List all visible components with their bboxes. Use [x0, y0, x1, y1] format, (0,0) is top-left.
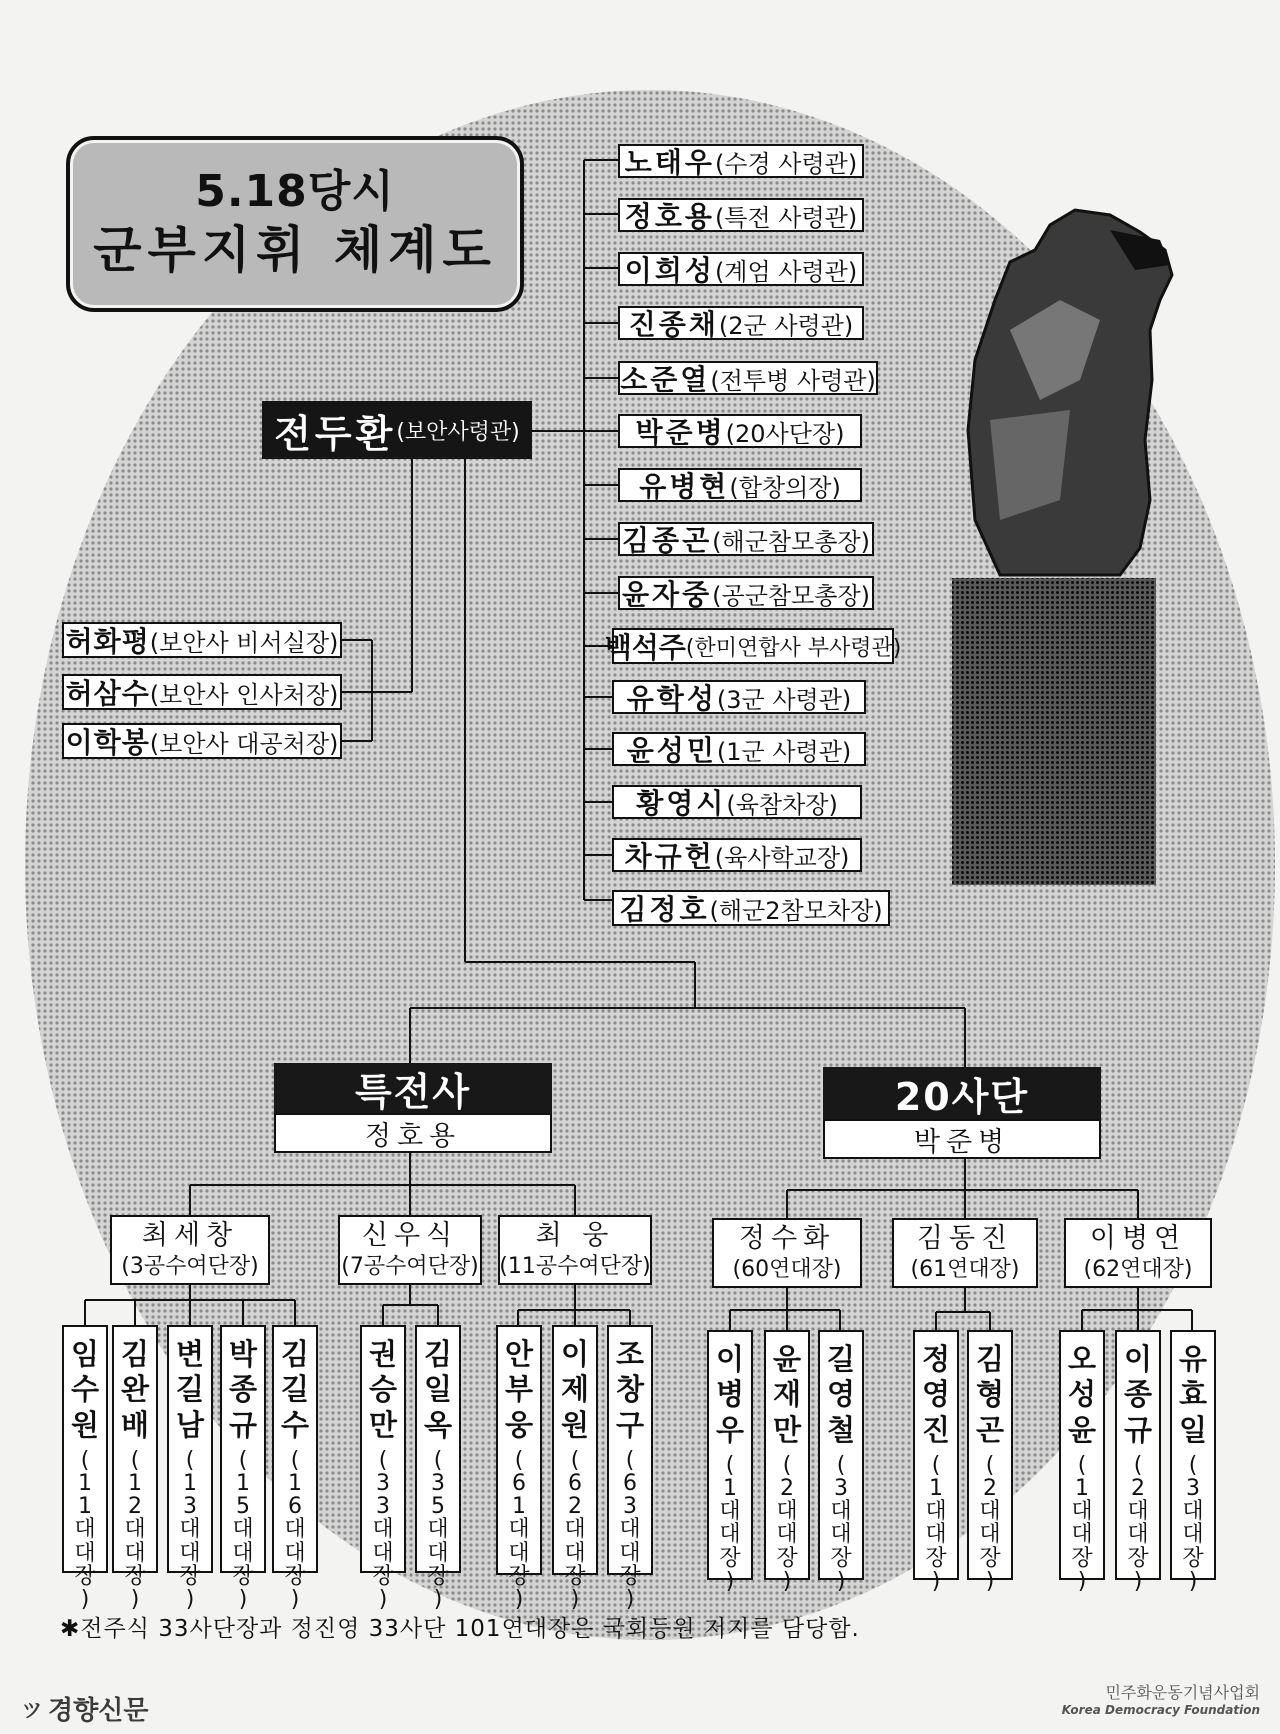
commander-role: (합창의장): [729, 473, 841, 502]
commander-box: [612, 890, 890, 926]
battalion-box: [1059, 1330, 1105, 1594]
battalion-role: ( 2 대 대 장 ): [776, 1453, 798, 1594]
battalion-box: [167, 1325, 213, 1612]
commander-box: [618, 198, 864, 232]
commander-name: 이희성: [624, 254, 715, 287]
battalion-box: [707, 1330, 753, 1594]
chart-title-box: [66, 136, 524, 312]
brigade-role: (61연대장): [910, 1257, 1020, 1283]
battalion-role: ( 3 대 대 장 ): [1182, 1453, 1204, 1594]
battalion-name: 조 창 구: [615, 1337, 644, 1442]
commander-role: (3군 사령관): [716, 685, 852, 714]
battalion-role: ( 3 대 대 장 ): [830, 1453, 852, 1594]
battalion-box: [764, 1330, 810, 1594]
commander-name: 유병현: [639, 470, 730, 503]
aide-name: 이학봉: [65, 726, 150, 759]
logo-mark-icon: ツ: [22, 1698, 42, 1722]
commander-role: (해군참모총장): [712, 527, 870, 556]
battalion-box: [112, 1325, 158, 1612]
commander-box: [618, 144, 864, 178]
commander-box: [618, 361, 878, 395]
commander-box: [618, 252, 864, 286]
commander-box: [618, 522, 874, 556]
battalion-name: 이 제 원: [560, 1337, 589, 1442]
commander-name: 김종곤: [622, 524, 713, 557]
commander-role: (공군참모총장): [712, 581, 870, 610]
democracy-foundation-logo: [1062, 1680, 1260, 1717]
battalion-box: [913, 1330, 959, 1594]
battalion-box: [496, 1325, 542, 1612]
democracy-foundation-name-ko: 민주화운동기념사업회: [1105, 1683, 1260, 1702]
battalion-name: 권 승 만: [368, 1337, 397, 1442]
battalion-role: ( 1 5 대 대 장 ): [232, 1448, 254, 1612]
battalion-role: ( 2 대 대 장 ): [979, 1453, 1001, 1594]
brigade-name: 김동진: [916, 1223, 1014, 1255]
title-line-2: 군부지휘 체계도: [93, 221, 497, 280]
commander-name: 노태우: [624, 146, 715, 179]
top-commander-name: 전두환: [274, 411, 397, 456]
battalion-role: ( 6 3 대 대 장 ): [619, 1448, 641, 1612]
unit-leader-special-warfare: 정호용: [274, 1113, 552, 1153]
commander-name: 차규헌: [624, 840, 715, 873]
commander-box: [618, 468, 862, 502]
kyunghyang-logo: [22, 1690, 148, 1727]
battalion-name: 오 성 윤: [1067, 1342, 1096, 1447]
aide-role: (보안사 대공처장): [149, 729, 339, 758]
battalion-role: ( 1 대 대 장 ): [1071, 1453, 1093, 1594]
battalion-name: 박 종 규: [228, 1337, 257, 1442]
brigade-role: (11공수여단장): [499, 1254, 651, 1280]
commander-role: (수경 사령관): [714, 149, 858, 178]
battalion-role: ( 6 1 대 대 장 ): [508, 1448, 530, 1612]
commander-box: [612, 838, 862, 872]
brigade-box: [338, 1215, 482, 1285]
top-commander-box: [262, 401, 532, 459]
aide-box: [62, 622, 342, 658]
commander-box: [618, 414, 862, 448]
brigade-box: [712, 1218, 862, 1288]
commander-name: 윤자중: [622, 578, 713, 611]
battalion-name: 변 길 남: [175, 1337, 204, 1442]
commander-role: (육사학교장): [714, 843, 850, 872]
battalion-name: 임 수 원: [70, 1337, 99, 1442]
kyunghyang-logo-text: 경향신문: [48, 1696, 149, 1726]
battalion-box: [1170, 1330, 1216, 1594]
unit-title-special-warfare: 특전사: [274, 1063, 552, 1113]
commander-name: 윤성민: [626, 734, 717, 767]
battalion-role: ( 1 6 대 대 장 ): [284, 1448, 306, 1612]
brigade-role: (60연대장): [732, 1257, 842, 1283]
brigade-name: 신우식: [361, 1220, 459, 1252]
battalion-role: ( 6 2 대 대 장 ): [564, 1448, 586, 1612]
aide-name: 허삼수: [65, 677, 150, 710]
battalion-box: [272, 1325, 318, 1612]
unit-leader-20th-division: 박준병: [823, 1119, 1101, 1159]
brigade-name: 최 웅: [535, 1220, 615, 1252]
commander-role: (특전 사령관): [714, 203, 858, 232]
brigade-role: (7공수여단장): [341, 1254, 479, 1280]
commander-box: [618, 306, 864, 340]
commander-role: (2군 사령관): [718, 311, 854, 340]
commander-role: (육참차장): [726, 790, 838, 819]
battalion-name: 김 일 옥: [423, 1337, 452, 1442]
commander-name: 유학성: [626, 682, 717, 715]
commander-box: [612, 732, 866, 766]
commander-name: 백석주: [604, 631, 686, 664]
title-line-1: 5.18당시: [195, 166, 395, 218]
commander-name: 황영시: [636, 787, 727, 820]
battalion-name: 길 영 철: [826, 1342, 855, 1447]
battalion-box: [552, 1325, 598, 1612]
battalion-box: [62, 1325, 108, 1612]
battalion-box: [967, 1330, 1013, 1594]
brigade-box: [498, 1215, 652, 1285]
battalion-role: ( 1 대 대 장 ): [719, 1453, 741, 1594]
battalion-name: 김 길 수: [280, 1337, 309, 1442]
brigade-role: (62연대장): [1083, 1257, 1193, 1283]
battalion-role: ( 1 3 대 대 장 ): [179, 1448, 201, 1612]
commander-name: 정호용: [624, 200, 715, 233]
top-commander-role: (보안사령관): [396, 419, 520, 445]
commander-box: [618, 576, 874, 610]
brigade-box: [110, 1215, 270, 1285]
battalion-box: [415, 1325, 461, 1612]
brigade-role: (3공수여단장): [121, 1254, 259, 1280]
battalion-name: 윤 재 만: [772, 1342, 801, 1447]
battalion-box: [1115, 1330, 1161, 1594]
aide-role: (보안사 인사처장): [149, 680, 339, 709]
commander-name: 김정호: [619, 893, 710, 926]
brigade-name: 최세창: [141, 1220, 239, 1252]
brigade-name: 이병연: [1089, 1223, 1187, 1255]
democracy-foundation-name-en: Korea Democracy Foundation: [1061, 1703, 1260, 1717]
battalion-box: [360, 1325, 406, 1612]
commander-role: (전투병 사령관): [710, 366, 876, 395]
battalion-box: [607, 1325, 653, 1612]
battalion-name: 김 완 배: [120, 1337, 149, 1442]
commander-role: (해군2참모차장): [709, 896, 883, 925]
unit-title-20th-division: 20사단: [823, 1067, 1101, 1119]
aide-box: [62, 723, 342, 759]
footnote: ✱전주식 33사단장과 정진영 33사단 101연대장은 국회등원 저지를 담당함.: [60, 1616, 860, 1642]
aide-box: [62, 674, 342, 710]
battalion-role: ( 2 대 대 장 ): [1127, 1453, 1149, 1594]
commander-box: [612, 680, 866, 714]
commander-role: (20사단장): [725, 419, 845, 448]
aide-name: 허화평: [65, 625, 150, 658]
brigade-box: [892, 1218, 1038, 1288]
commander-name: 진종채: [628, 308, 719, 341]
battalion-name: 이 병 우: [715, 1342, 744, 1447]
battalion-name: 안 부 웅: [504, 1337, 533, 1442]
commander-box: [604, 628, 902, 664]
battalion-role: ( 3 5 대 대 장 ): [427, 1448, 449, 1612]
battalion-name: 이 종 규: [1123, 1342, 1152, 1447]
battalion-role: ( 1 1 대 대 장 ): [74, 1448, 96, 1612]
brigade-name: 정수화: [738, 1223, 836, 1255]
aide-role: (보안사 비서실장): [149, 628, 339, 657]
commander-role: (한미연합사 부사령관): [685, 635, 902, 661]
commander-name: 소준열: [620, 363, 711, 396]
battalion-role: ( 1 2 대 대 장 ): [124, 1448, 146, 1612]
commander-role: (1군 사령관): [716, 737, 852, 766]
battalion-box: [220, 1325, 266, 1612]
battalion-role: ( 1 대 대 장 ): [925, 1453, 947, 1594]
battalion-name: 김 형 곤: [975, 1342, 1004, 1447]
commander-role: (계엄 사령관): [714, 257, 858, 286]
battalion-name: 유 효 일: [1178, 1342, 1207, 1447]
commander-box: [612, 785, 862, 819]
battalion-role: ( 3 3 대 대 장 ): [372, 1448, 394, 1612]
brigade-box: [1064, 1218, 1212, 1288]
battalion-name: 정 영 진: [921, 1342, 950, 1447]
commander-name: 박준병: [635, 416, 726, 449]
battalion-box: [818, 1330, 864, 1594]
